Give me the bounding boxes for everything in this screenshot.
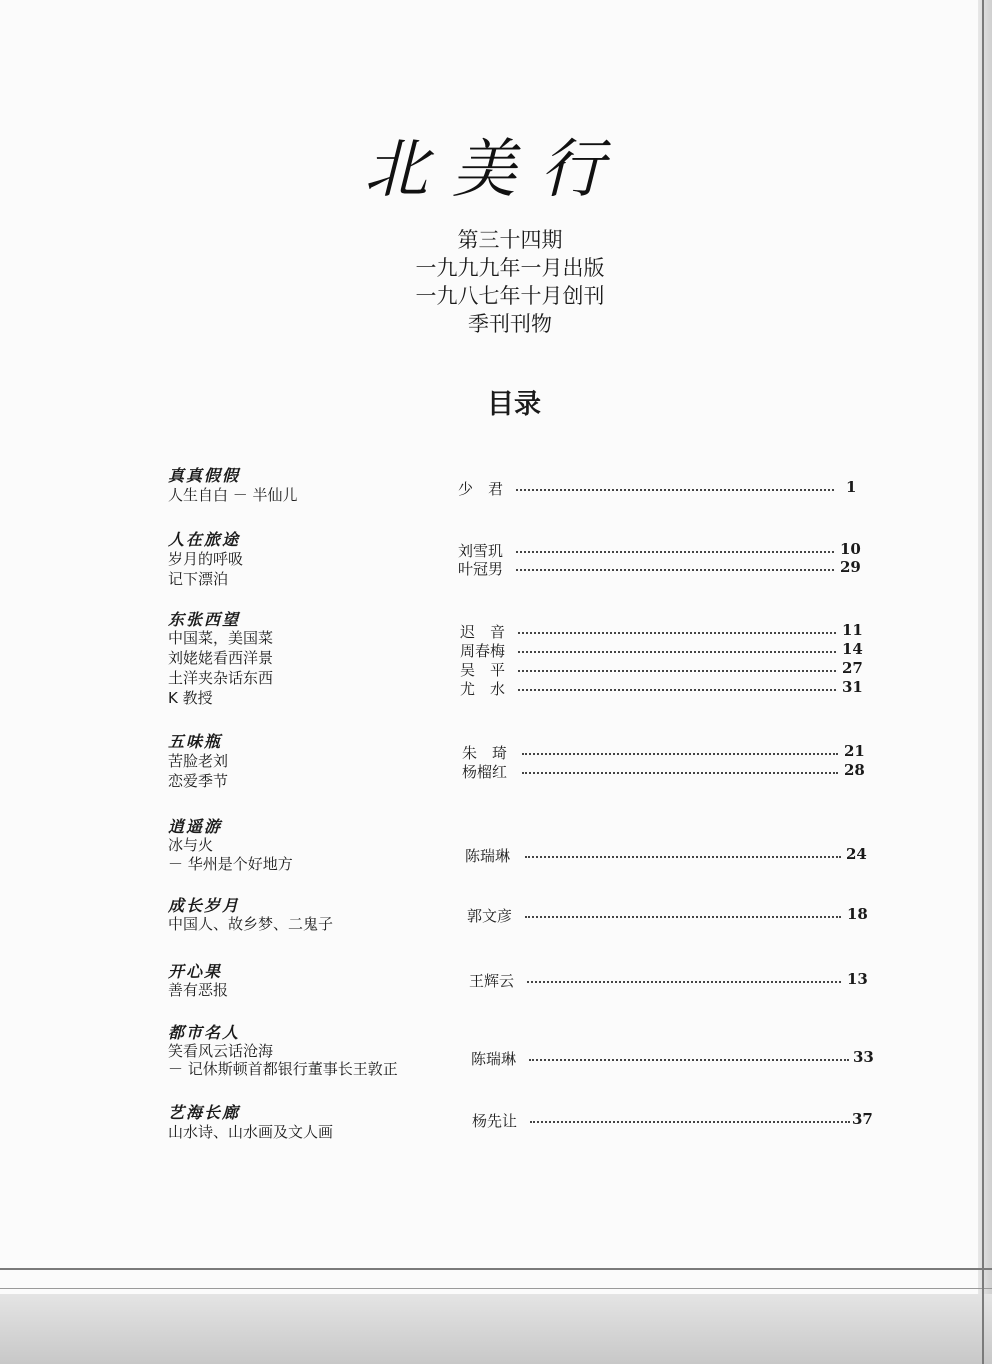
article-subtitle: － 记休斯顿首都银行董事长王敦正 (168, 1060, 398, 1078)
leader-dots (522, 753, 838, 755)
toc-entry[interactable] (460, 659, 863, 679)
leader-dots (518, 651, 836, 653)
toc-entry[interactable] (471, 1048, 874, 1068)
page-number: 29 (840, 558, 861, 576)
section-title: 开心果 (168, 962, 223, 981)
article-author: 叶冠男 (458, 560, 504, 578)
article-author: 迟 音 (460, 623, 506, 641)
section-title: 真真假假 (168, 466, 241, 485)
leader-dots (516, 489, 834, 491)
leader-dots (516, 569, 834, 571)
article-author: 杨榴红 (462, 763, 508, 781)
section-title: 成长岁月 (168, 896, 241, 915)
page-number: 11 (842, 621, 863, 639)
article-title: 善有恶报 (168, 981, 229, 999)
toc-entry[interactable] (458, 478, 858, 498)
section-title: 东张西望 (168, 610, 241, 629)
article-title: 中国人、故乡梦、二鬼子 (168, 915, 334, 933)
toc-entry[interactable] (462, 742, 865, 762)
publication-frequency: 季刊刊物 (468, 312, 552, 336)
magazine-title: 北美行 (364, 133, 628, 207)
article-author: 周春梅 (460, 642, 506, 660)
article-title: 冰与火 (168, 836, 214, 854)
leader-dots (522, 772, 838, 774)
article-author: 朱 琦 (462, 744, 508, 762)
leader-dots (527, 981, 841, 983)
article-title: 刘姥姥看西洋景 (168, 649, 274, 667)
toc-entry[interactable] (460, 640, 863, 660)
article-title: 记下漂泊 (168, 570, 229, 588)
page-number: 24 (846, 845, 867, 863)
issue-number: 第三十四期 (457, 228, 563, 252)
toc-entry[interactable] (469, 970, 869, 990)
article-subtitle: － 华州是个好地方 (168, 855, 293, 873)
article-title: K 教授 (168, 689, 213, 707)
article-author: 陈瑞琳 (471, 1050, 517, 1068)
leader-dots (518, 670, 836, 672)
page-number: 13 (847, 970, 868, 988)
article-author: 杨先让 (472, 1112, 518, 1130)
page-edge-bottom (0, 1294, 992, 1364)
article-author: 吴 平 (460, 661, 506, 679)
founding-date: 一九八七年十月创刊 (415, 284, 605, 308)
article-author: 刘雪玑 (458, 542, 504, 560)
toc-entry[interactable] (462, 761, 865, 781)
page-edge-line (982, 0, 984, 1364)
section-title: 逍遥游 (168, 817, 223, 836)
leader-dots (518, 632, 836, 634)
article-title: 苦脸老刘 (168, 752, 229, 770)
article-title: 笑看风云话沧海 (168, 1042, 274, 1060)
toc-entry[interactable] (458, 558, 861, 578)
page-number: 28 (844, 761, 865, 779)
page-number: 37 (852, 1110, 873, 1128)
section-title: 人在旅途 (168, 530, 241, 549)
article-author: 郭文彦 (467, 907, 513, 925)
page-number: 27 (842, 659, 863, 677)
article-title: 恋爱季节 (168, 772, 229, 790)
toc-entry[interactable] (460, 621, 863, 641)
article-author: 少 君 (458, 480, 504, 498)
section-title: 艺海长廊 (168, 1103, 241, 1122)
article-author: 陈瑞琳 (465, 847, 511, 865)
leader-dots (529, 1059, 849, 1061)
page-edge-right (978, 0, 992, 1364)
section-title: 都市名人 (168, 1023, 241, 1042)
page-number: 10 (840, 540, 861, 558)
page-number: 1 (846, 478, 857, 496)
page-edge-line (0, 1288, 992, 1289)
article-title: 土洋夹杂话东西 (168, 669, 274, 687)
section-title: 五味瓶 (168, 732, 223, 751)
article-author: 王辉云 (469, 972, 515, 990)
article-title: 岁月的呼吸 (168, 550, 244, 568)
toc-entry[interactable] (458, 540, 861, 560)
leader-dots (525, 916, 841, 918)
publication-date: 一九九九年一月出版 (415, 256, 605, 280)
page-number: 33 (853, 1048, 874, 1066)
toc-entry[interactable] (467, 905, 867, 925)
leader-dots (518, 689, 836, 691)
page-number: 14 (842, 640, 863, 658)
table-of-contents-heading: 目录 (487, 389, 541, 420)
toc-entry[interactable] (472, 1110, 872, 1130)
toc-entry[interactable] (465, 845, 865, 865)
page-edge-line (0, 1268, 992, 1270)
article-author: 尤 水 (460, 680, 506, 698)
article-title: 山水诗、山水画及文人画 (168, 1123, 334, 1141)
page-number: 31 (842, 678, 863, 696)
toc-entry[interactable] (460, 678, 863, 698)
article-title: 中国菜，美国菜 (168, 629, 274, 647)
page-number: 18 (847, 905, 868, 923)
leader-dots (516, 551, 834, 553)
page-number: 21 (844, 742, 865, 760)
leader-dots (530, 1121, 850, 1123)
leader-dots (525, 856, 841, 858)
article-title: 人生自白 － 半仙儿 (168, 486, 298, 504)
